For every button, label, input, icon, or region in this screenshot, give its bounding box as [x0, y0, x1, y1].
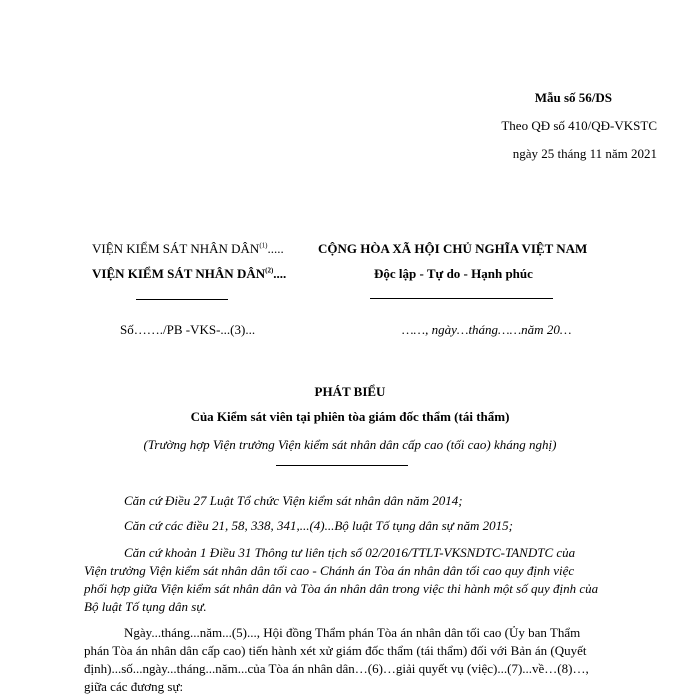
document-subtitle: Của Kiểm sát viên tại phiên tòa giám đốc thẩm (tái thẩm)	[190, 409, 510, 424]
body-paragraph-line3: định)...số...ngày...tháng...năm...của Tòa án nhân dân…(6)…giải quyết vụ (việc)...(7)...về…(8)…,	[84, 661, 589, 676]
form-decision: Theo QĐ số 410/QĐ-VKSTC	[501, 118, 657, 133]
document-title: PHÁT BIỂU	[314, 384, 386, 399]
legal-basis-3-line1: Căn cứ khoản 1 Điều 31 Thông tư liên tịch số 02/2016/TTLT-VKSNDTC-TANDTC của	[124, 545, 576, 560]
issuing-agency-line1	[92, 241, 284, 257]
legal-basis-3-line2: Viện trưởng Viện kiểm sát nhân dân tối cao - Chánh án Tòa án nhân dân tối cao quy định việc	[84, 563, 575, 578]
left-header-rule	[136, 299, 228, 300]
agency-name-2: VIỆN KIỂM SÁT NHÂN DÂN	[92, 266, 266, 281]
form-number: Mẫu số 56/DS	[534, 90, 612, 105]
body-paragraph-line2: phán Tòa án nhân dân cấp cao) tiến hành xét xử giám đốc thẩm (tái thẩm) đối với Bản án (Quyết	[84, 643, 587, 658]
title-rule	[276, 465, 408, 466]
legal-basis-3-line4: Bộ luật Tố tụng dân sự.	[84, 599, 207, 614]
reference-number: Số……./PB -VKS-...(3)...	[120, 322, 256, 337]
form-date: ngày 25 tháng 11 năm 2021	[512, 146, 657, 161]
legal-basis-3-line3: phối hợp giữa Viện kiểm sát nhân dân và Tòa án nhân dân trong việc thi hành một số quy định của	[84, 581, 599, 596]
place-date: ……, ngày…tháng……năm 20…	[402, 322, 572, 337]
right-header-rule	[370, 298, 553, 299]
legal-basis-2: Căn cứ các điều 21, 58, 338, 341,...(4)...Bộ luật Tố tụng dân sự năm 2015;	[124, 518, 513, 533]
footnote-marker-1: (1)	[259, 241, 268, 250]
agency-name-1: VIỆN KIỂM SÁT NHÂN DÂN	[92, 241, 260, 256]
legal-basis-1: Căn cứ Điều 27 Luật Tổ chức Viện kiểm sát nhân dân năm 2014;	[124, 493, 463, 508]
body-paragraph-line4: giữa các đương sự:	[84, 679, 184, 694]
document-note: (Trường hợp Viện trưởng Viện kiểm sát nhân dân cấp cao (tối cao) kháng nghị)	[143, 437, 557, 452]
footnote-marker-2: (2)	[265, 266, 274, 275]
national-title: CỘNG HÒA XÃ HỘI CHỦ NGHĨA VIỆT NAM	[318, 241, 588, 256]
national-motto: Độc lập - Tự do - Hạnh phúc	[374, 266, 533, 281]
body-paragraph-line1: Ngày...tháng...năm...(5)..., Hội đồng Thẩm phán Tòa án nhân dân tối cao (Ủy ban Thẩm	[124, 625, 581, 640]
issuing-agency-line2	[92, 266, 286, 282]
agency-dots-2: ....	[273, 266, 287, 281]
agency-dots-1: .....	[267, 241, 284, 256]
